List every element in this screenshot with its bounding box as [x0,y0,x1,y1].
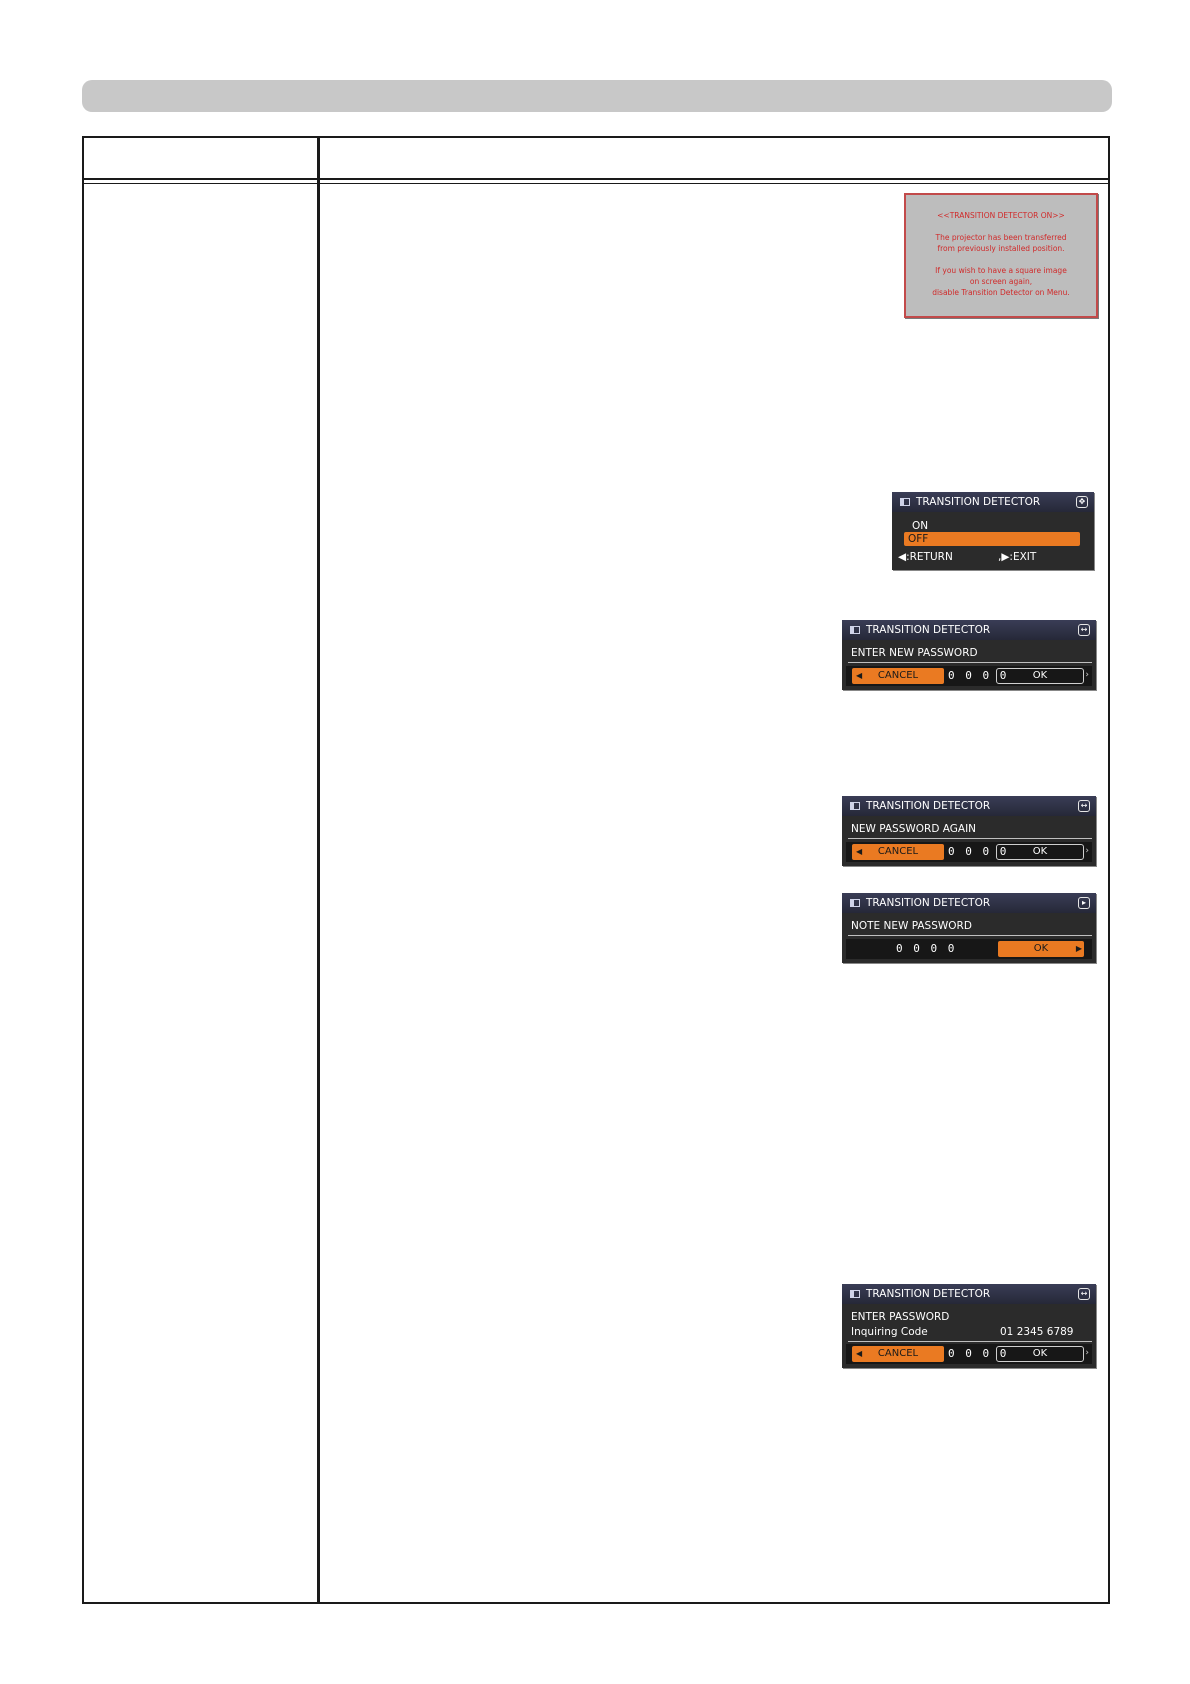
dialog-title-bar [842,620,1096,640]
dialog-title: TRANSITION DETECTOR [866,624,991,636]
password-display-bar [846,939,1092,959]
dialog-title: TRANSITION DETECTOR [866,897,991,909]
option-off-selected[interactable] [904,532,1080,546]
warning-line: on screen again, [969,277,1033,286]
dialog-title-bar [892,492,1094,512]
menu-icon [850,899,860,907]
ok-button[interactable] [996,844,1089,860]
transition-warning-screen [904,193,1098,318]
divider [848,838,1092,839]
password-entry-bar [846,1344,1092,1364]
right-arrow-icon: ▶ [1075,944,1082,953]
table-header-rule [84,178,1108,180]
table-header-rule-double [84,183,1108,184]
enter-new-password-dialog [842,620,1096,690]
new-password-again-dialog [842,796,1096,866]
password-prompt: ENTER NEW PASSWORD [851,647,978,659]
dialog-title-bar [842,893,1096,913]
password-prompt: ENTER PASSWORD [851,1311,950,1323]
dialog-title: TRANSITION DETECTOR [916,496,1041,508]
password-digits[interactable]: 0 0 0 0 [948,669,1009,682]
dialog-title-bar [842,1284,1096,1304]
left-arrow-icon: ◀ [856,671,863,680]
left-right-nav-icon: ↔ [1078,624,1090,636]
cancel-label: CANCEL [877,670,919,681]
return-hint [898,551,953,563]
chevron-right-icon: › [1085,1348,1089,1358]
warning-line: from previously installed position. [937,244,1065,253]
dialog-title-bar [842,796,1096,816]
settings-table [82,136,1110,1604]
transition-detector-menu [892,492,1094,570]
password-prompt: NOTE NEW PASSWORD [851,920,972,932]
left-arrow-icon: ◀ [856,847,863,856]
warning-line: disable Transition Detector on Menu. [932,288,1070,297]
password-digits[interactable]: 0 0 0 0 [948,845,1009,858]
table-column-divider [317,138,320,1602]
four-way-nav-icon: ✥ [1076,496,1088,508]
left-right-nav-icon: ↔ [1078,800,1090,812]
ok-button[interactable] [996,668,1089,684]
menu-icon [850,626,860,634]
menu-icon [850,802,860,810]
inquiring-code-value: 01 2345 6789 [1000,1326,1074,1338]
ok-label: OK [1032,1348,1048,1359]
left-arrow-icon: ◀ [898,551,907,563]
ok-label: OK [1032,670,1048,681]
chevron-right-icon: › [1085,670,1089,680]
exit-label: :EXIT [1009,551,1037,563]
section-header-bar [82,80,1112,112]
menu-icon [900,498,910,506]
cancel-button[interactable] [852,1346,944,1362]
dialog-title: TRANSITION DETECTOR [866,800,991,812]
option-off-label: OFF [908,533,929,545]
cancel-label: CANCEL [877,1348,919,1359]
option-on[interactable]: ON [912,520,929,532]
right-nav-icon: ▸ [1078,897,1090,909]
inquiring-code-label: Inquiring Code [851,1326,928,1338]
dialog-title: TRANSITION DETECTOR [866,1288,991,1300]
warning-line: The projector has been transferred [935,233,1067,242]
password-digits: 0 0 0 0 [896,942,957,955]
exit-hint: ,▶:EXIT [998,551,1037,563]
ok-button[interactable] [996,1346,1089,1362]
divider [848,935,1092,936]
menu-icon [850,1290,860,1298]
divider [848,1341,1092,1342]
enter-password-dialog [842,1284,1096,1368]
ok-label: OK [1033,943,1049,954]
note-new-password-dialog [842,893,1096,963]
cancel-label: CANCEL [877,846,919,857]
password-entry-bar [846,666,1092,686]
right-arrow-icon: ▶ [1001,551,1010,563]
return-label: :RETURN [906,551,953,563]
ok-label: OK [1032,846,1048,857]
password-prompt: NEW PASSWORD AGAIN [851,823,977,835]
warning-line: If you wish to have a square image [935,266,1067,275]
warning-title: <<TRANSITION DETECTOR ON>> [937,211,1065,220]
left-right-nav-icon: ↔ [1078,1288,1090,1300]
left-arrow-icon: ◀ [856,1349,863,1358]
chevron-right-icon: › [1085,846,1089,856]
cancel-button[interactable] [852,844,944,860]
password-entry-bar [846,842,1092,862]
cancel-button[interactable] [852,668,944,684]
password-digits[interactable]: 0 0 0 0 [948,1347,1009,1360]
divider [848,662,1092,663]
ok-button[interactable] [998,941,1084,957]
